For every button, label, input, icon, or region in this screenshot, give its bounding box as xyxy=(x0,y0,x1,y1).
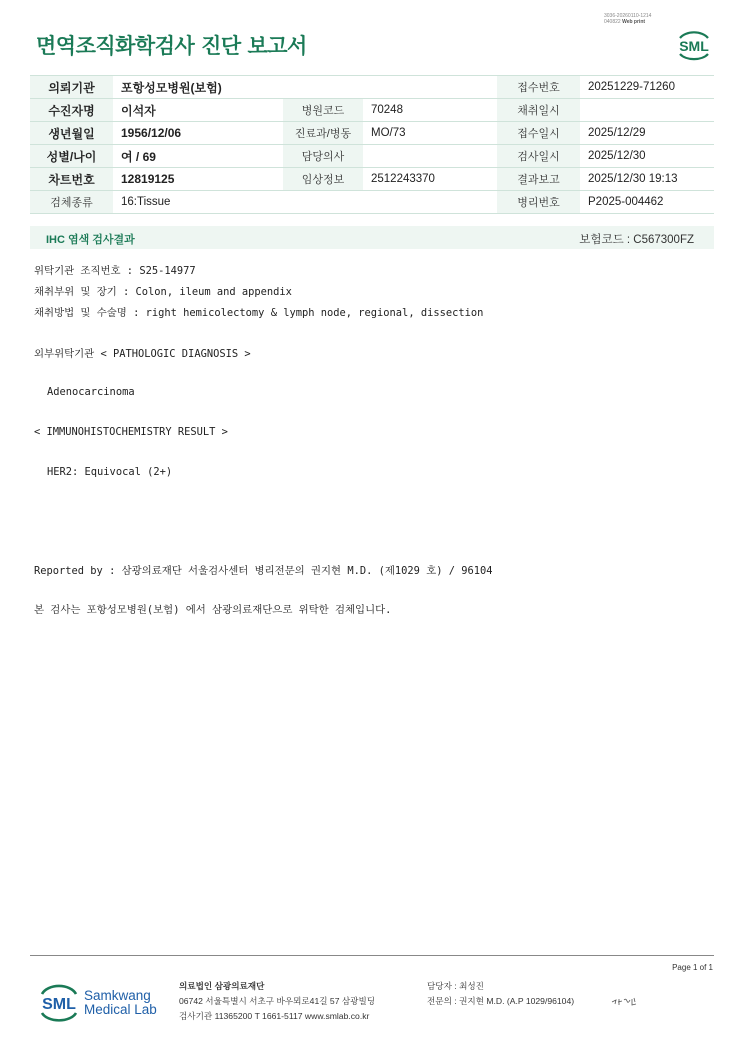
label-chart-number: 차트번호 xyxy=(30,168,113,191)
value-collection-date xyxy=(580,99,714,122)
value-sex-age: 여 / 69 xyxy=(113,145,283,168)
sml-logo-icon xyxy=(674,26,714,62)
footer-divider xyxy=(30,955,714,956)
report-line-ihc-header: < IMMUNOHISTOCHEMISTRY RESULT > xyxy=(34,426,228,438)
label-clinical-info: 임상정보 xyxy=(283,168,363,191)
footer-staff-info xyxy=(427,979,574,1009)
footer-org-info xyxy=(179,979,375,1024)
value-requesting-institution: 포항성모병원(보험) xyxy=(113,76,497,99)
value-receipt-date: 2025/12/29 xyxy=(580,122,714,145)
table-row xyxy=(30,76,714,99)
value-chart-number: 12819125 xyxy=(113,168,283,191)
report-line-site: 채취부위 및 장기 : Colon, ileum and appendix xyxy=(34,286,292,298)
value-receipt-number: 20251229-71260 xyxy=(580,76,714,99)
page-number: Page 1 of 1 xyxy=(672,963,713,972)
label-test-date: 검사일시 xyxy=(497,145,580,168)
report-line-diagnosis: Adenocarcinoma xyxy=(47,386,135,398)
report-line-diagnosis-header: 외부위탁기관 < PATHOLOGIC DIAGNOSIS > xyxy=(34,348,251,360)
table-row xyxy=(30,168,714,191)
value-birth-date: 1956/12/06 xyxy=(113,122,283,145)
ihc-section-title: IHC 염색 검사결과 xyxy=(46,234,135,246)
web-print-label: Web print xyxy=(622,19,646,25)
manager-name: 담당자 : 최성진 xyxy=(427,981,484,991)
label-birth-date: 생년월일 xyxy=(30,122,113,145)
org-contact: 검사기관 11365200 T 1661-5117 www.smlab.co.kr xyxy=(179,1011,370,1021)
table-row xyxy=(30,191,714,214)
print-code-line1: 3036-20260110-1214 xyxy=(604,13,652,19)
brand-line2: Medical Lab xyxy=(84,1002,157,1017)
patient-info-table xyxy=(30,75,714,214)
org-address: 06742 서울특별시 서초구 바우뫼로41길 57 삼광빌딩 xyxy=(179,996,376,1006)
value-doctor xyxy=(363,145,497,168)
label-pathology-number: 병리번호 xyxy=(497,191,580,214)
table-row xyxy=(30,122,714,145)
label-specimen-type: 검체종류 xyxy=(30,191,113,214)
label-department: 진료과/병동 xyxy=(283,122,363,145)
sml-logo-text: SML xyxy=(679,38,709,54)
insurance-code: 보험코드 : C567300FZ xyxy=(579,234,694,246)
report-line-referral-note: 본 검사는 포항성모병원(보험) 에서 삼광의료재단으로 위탁한 검체입니다. xyxy=(34,604,392,616)
value-patient-name: 이석자 xyxy=(113,99,283,122)
value-test-date: 2025/12/30 xyxy=(580,145,714,168)
print-code-line2 xyxy=(604,19,651,25)
label-receipt-number: 접수번호 xyxy=(497,76,580,99)
org-name: 의료법인 삼광의료재단 xyxy=(179,981,265,991)
table-row xyxy=(30,99,714,122)
ihc-section-header xyxy=(30,226,714,249)
label-requesting-institution: 의뢰기관 xyxy=(30,76,113,99)
report-line-method: 채취방법 및 수술명 : right hemicolectomy & lymph node, regional, dissection xyxy=(34,307,484,319)
label-result-report: 결과보고 xyxy=(497,168,580,191)
report-line-her2: HER2: Equivocal (2+) xyxy=(47,466,173,478)
print-code-prefix: 040822 xyxy=(604,19,621,25)
report-line-reported-by: Reported by : 삼광의료재단 서울검사센터 병리전문의 권지현 M.D. (제1029 호) / 96104 xyxy=(34,565,493,577)
samkwang-logo-icon xyxy=(36,980,82,1024)
label-patient-name: 수진자명 xyxy=(30,99,113,122)
table-row xyxy=(30,145,714,168)
label-receipt-date: 접수일시 xyxy=(497,122,580,145)
report-line-tissue-number: 위탁기관 조직번호 : S25-14977 xyxy=(34,265,196,277)
print-code xyxy=(604,13,651,25)
value-specimen-type: 16:Tissue xyxy=(113,191,497,214)
brand-name xyxy=(84,989,157,1017)
samkwang-logo-text: SML xyxy=(42,996,76,1013)
value-hospital-code: 70248 xyxy=(363,99,497,122)
value-clinical-info: 2512243370 xyxy=(363,168,497,191)
signature-icon xyxy=(610,994,640,1008)
label-sex-age: 성별/나이 xyxy=(30,145,113,168)
brand-line1: Samkwang xyxy=(84,988,151,1003)
report-title: 면역조직화학검사 진단 보고서 xyxy=(36,34,307,58)
label-doctor: 담당의사 xyxy=(283,145,363,168)
label-collection-date: 채취일시 xyxy=(497,99,580,122)
value-result-report: 2025/12/30 19:13 xyxy=(580,168,714,191)
value-department: MO/73 xyxy=(363,122,497,145)
label-hospital-code: 병원코드 xyxy=(283,99,363,122)
value-pathology-number: P2025-004462 xyxy=(580,191,714,214)
specialist-name: 전문의 : 권지현 M.D. (A.P 1029/96104) xyxy=(427,996,575,1006)
